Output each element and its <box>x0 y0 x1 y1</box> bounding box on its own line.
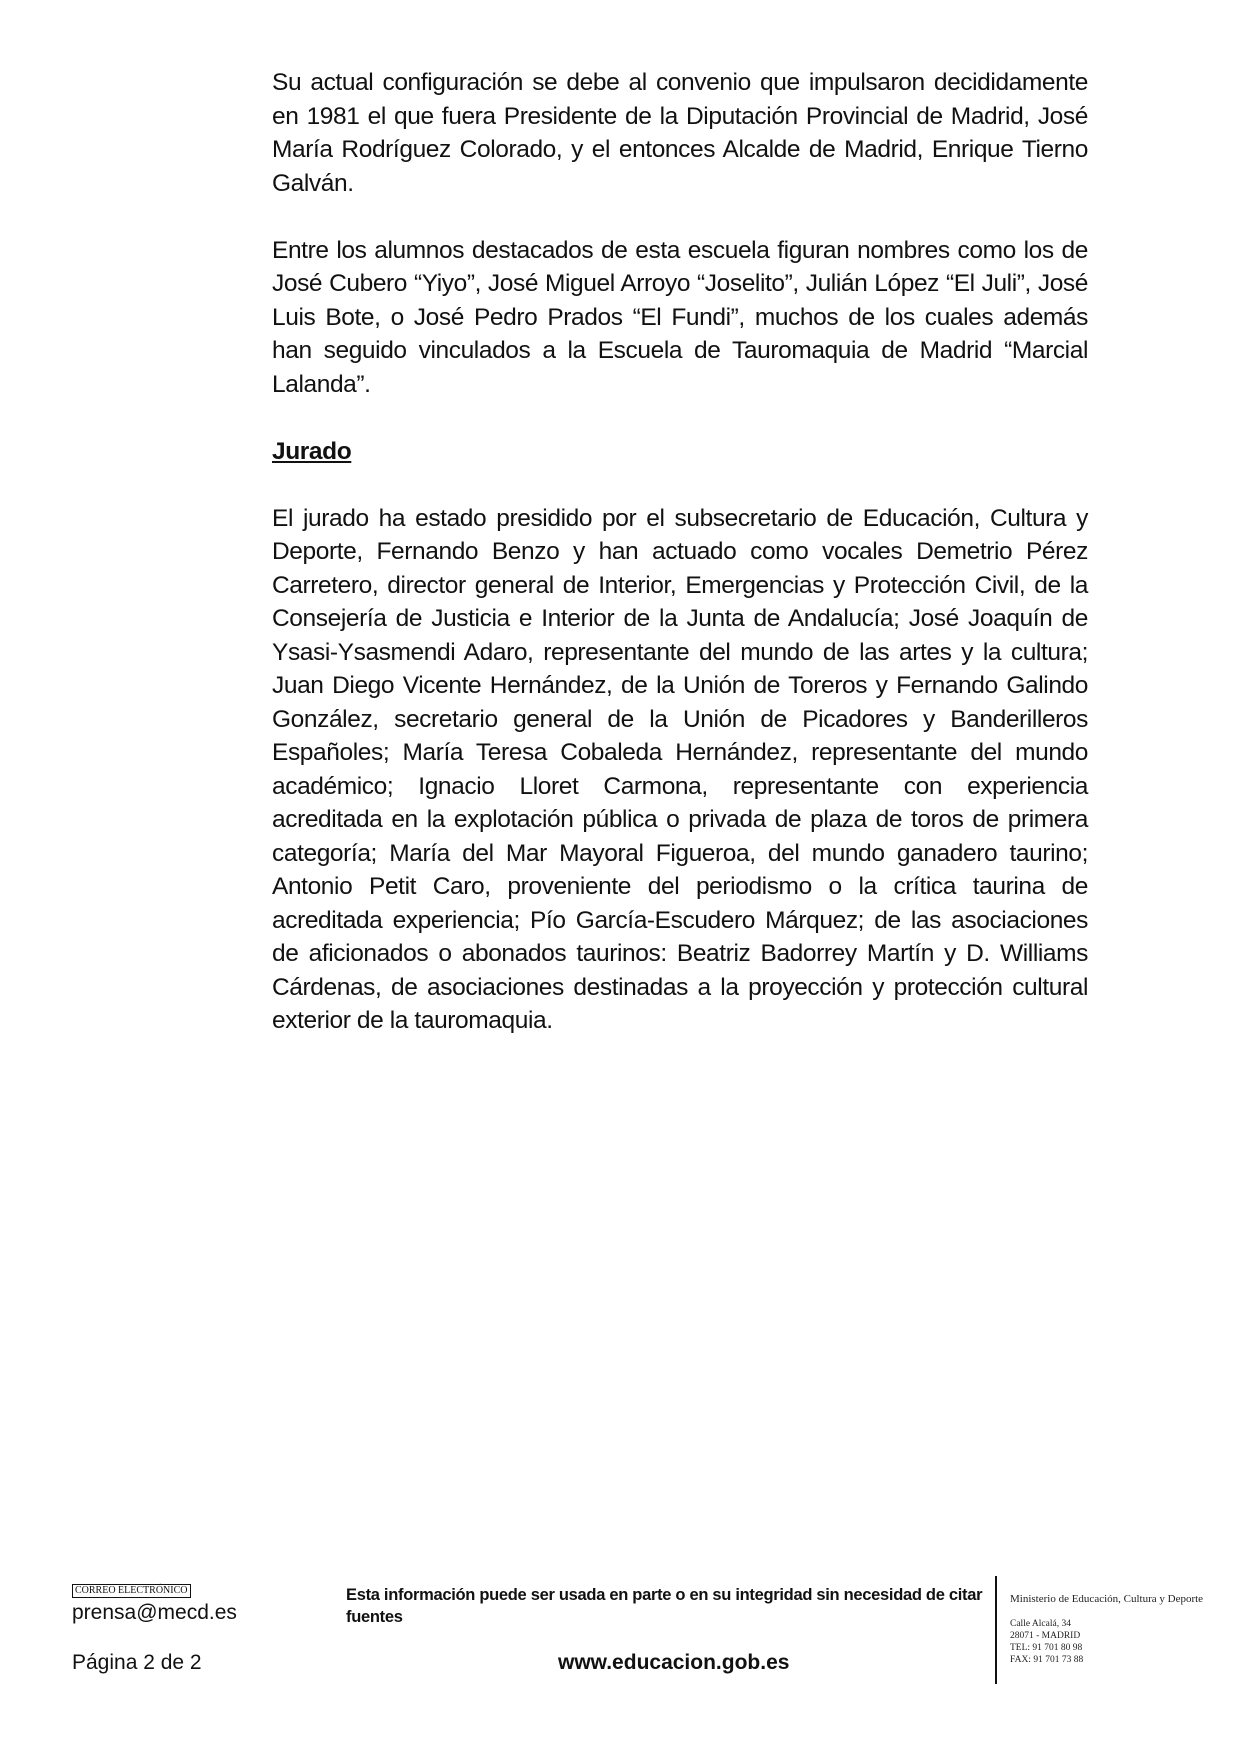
phone-number: TEL: 91 701 80 98 <box>1010 1643 1083 1653</box>
paragraph-alumnos: Entre los alumnos destacados de esta escuela figuran nombres como los de José Cubero “Yiyo”, José Miguel Arroyo “Joselito”, Julián López “El Juli”, José Luis Bote, o José Pedro Prados “El Fundi”, muchos de los cuales además han seguido vinculados a la Escuela de Tauromaquia de Madrid “Marcial Lalanda”. <box>272 236 1088 398</box>
paragraph-jurado: El jurado ha estado presidido por el subsecretario de Educación, Cultura y Deporte, Fernando Benzo y han actuado como vocales Demetrio Pérez Carretero, director general de Interior, Emergencias y Protección Civil, de la Consejería de Justicia e Interior de la Junta de Andalucía; José Joaquín de Ysasi-Ysasmendi Adaro, representante del mundo de las artes y la cultura; Juan Diego Vicente Hernández, de la Unión de Toreros y Fernando Galindo González, secretario general de la Unión de Picadores y Banderilleros Españoles; María Teresa Cobaleda Hernández, representante del mundo académico; Ignacio Lloret Carmona, representante con experiencia acreditada en la explotación pública o privada de plaza de toros de primera categoría; María del Mar Mayoral Figueroa, del mundo ganadero taurino; Antonio Petit Caro, proveniente del periodismo o la crítica taurina de acreditada experiencia; Pío García-Escudero Márquez; de las asociaciones de aficionados o abonados taurinos: Beatriz Badorrey Martín y D. Williams Cárdenas, de asociaciones destinadas a la proyección y protección cultural exterior de la tauromaquia. <box>272 504 1088 1034</box>
email-label: CORREO ELECTRÓNICO <box>72 1584 191 1598</box>
usage-notice: Esta información puede ser usada en parte o en su integridad sin necesidad de citar fuentes <box>346 1586 983 1626</box>
ministry-name: Ministerio de Educación, Cultura y Deporte <box>1010 1593 1204 1605</box>
email-address[interactable]: prensa@mecd.es <box>72 1601 237 1624</box>
ministry-address <box>1010 1618 1083 1666</box>
jurado-heading: Jurado <box>272 437 352 465</box>
website-link[interactable]: www.educacion.gob.es <box>558 1651 790 1674</box>
paragraph-configuracion: Su actual configuración se debe al convenio que impulsaron decididamente en 1981 el que fuera Presidente de la Diputación Provincial de Madrid, José María Rodríguez Colorado, y el entonces Alcalde de Madrid, Enrique Tierno Galván. <box>272 69 1088 197</box>
fax-number: FAX: 91 701 73 88 <box>1010 1655 1084 1665</box>
page-number: Página 2 de 2 <box>72 1651 202 1674</box>
address-street: Calle Alcalá, 34 <box>1010 1619 1071 1629</box>
address-city: 28071 - MADRID <box>1010 1631 1081 1641</box>
footer-divider <box>995 1576 997 1684</box>
document-body <box>272 66 1088 1038</box>
